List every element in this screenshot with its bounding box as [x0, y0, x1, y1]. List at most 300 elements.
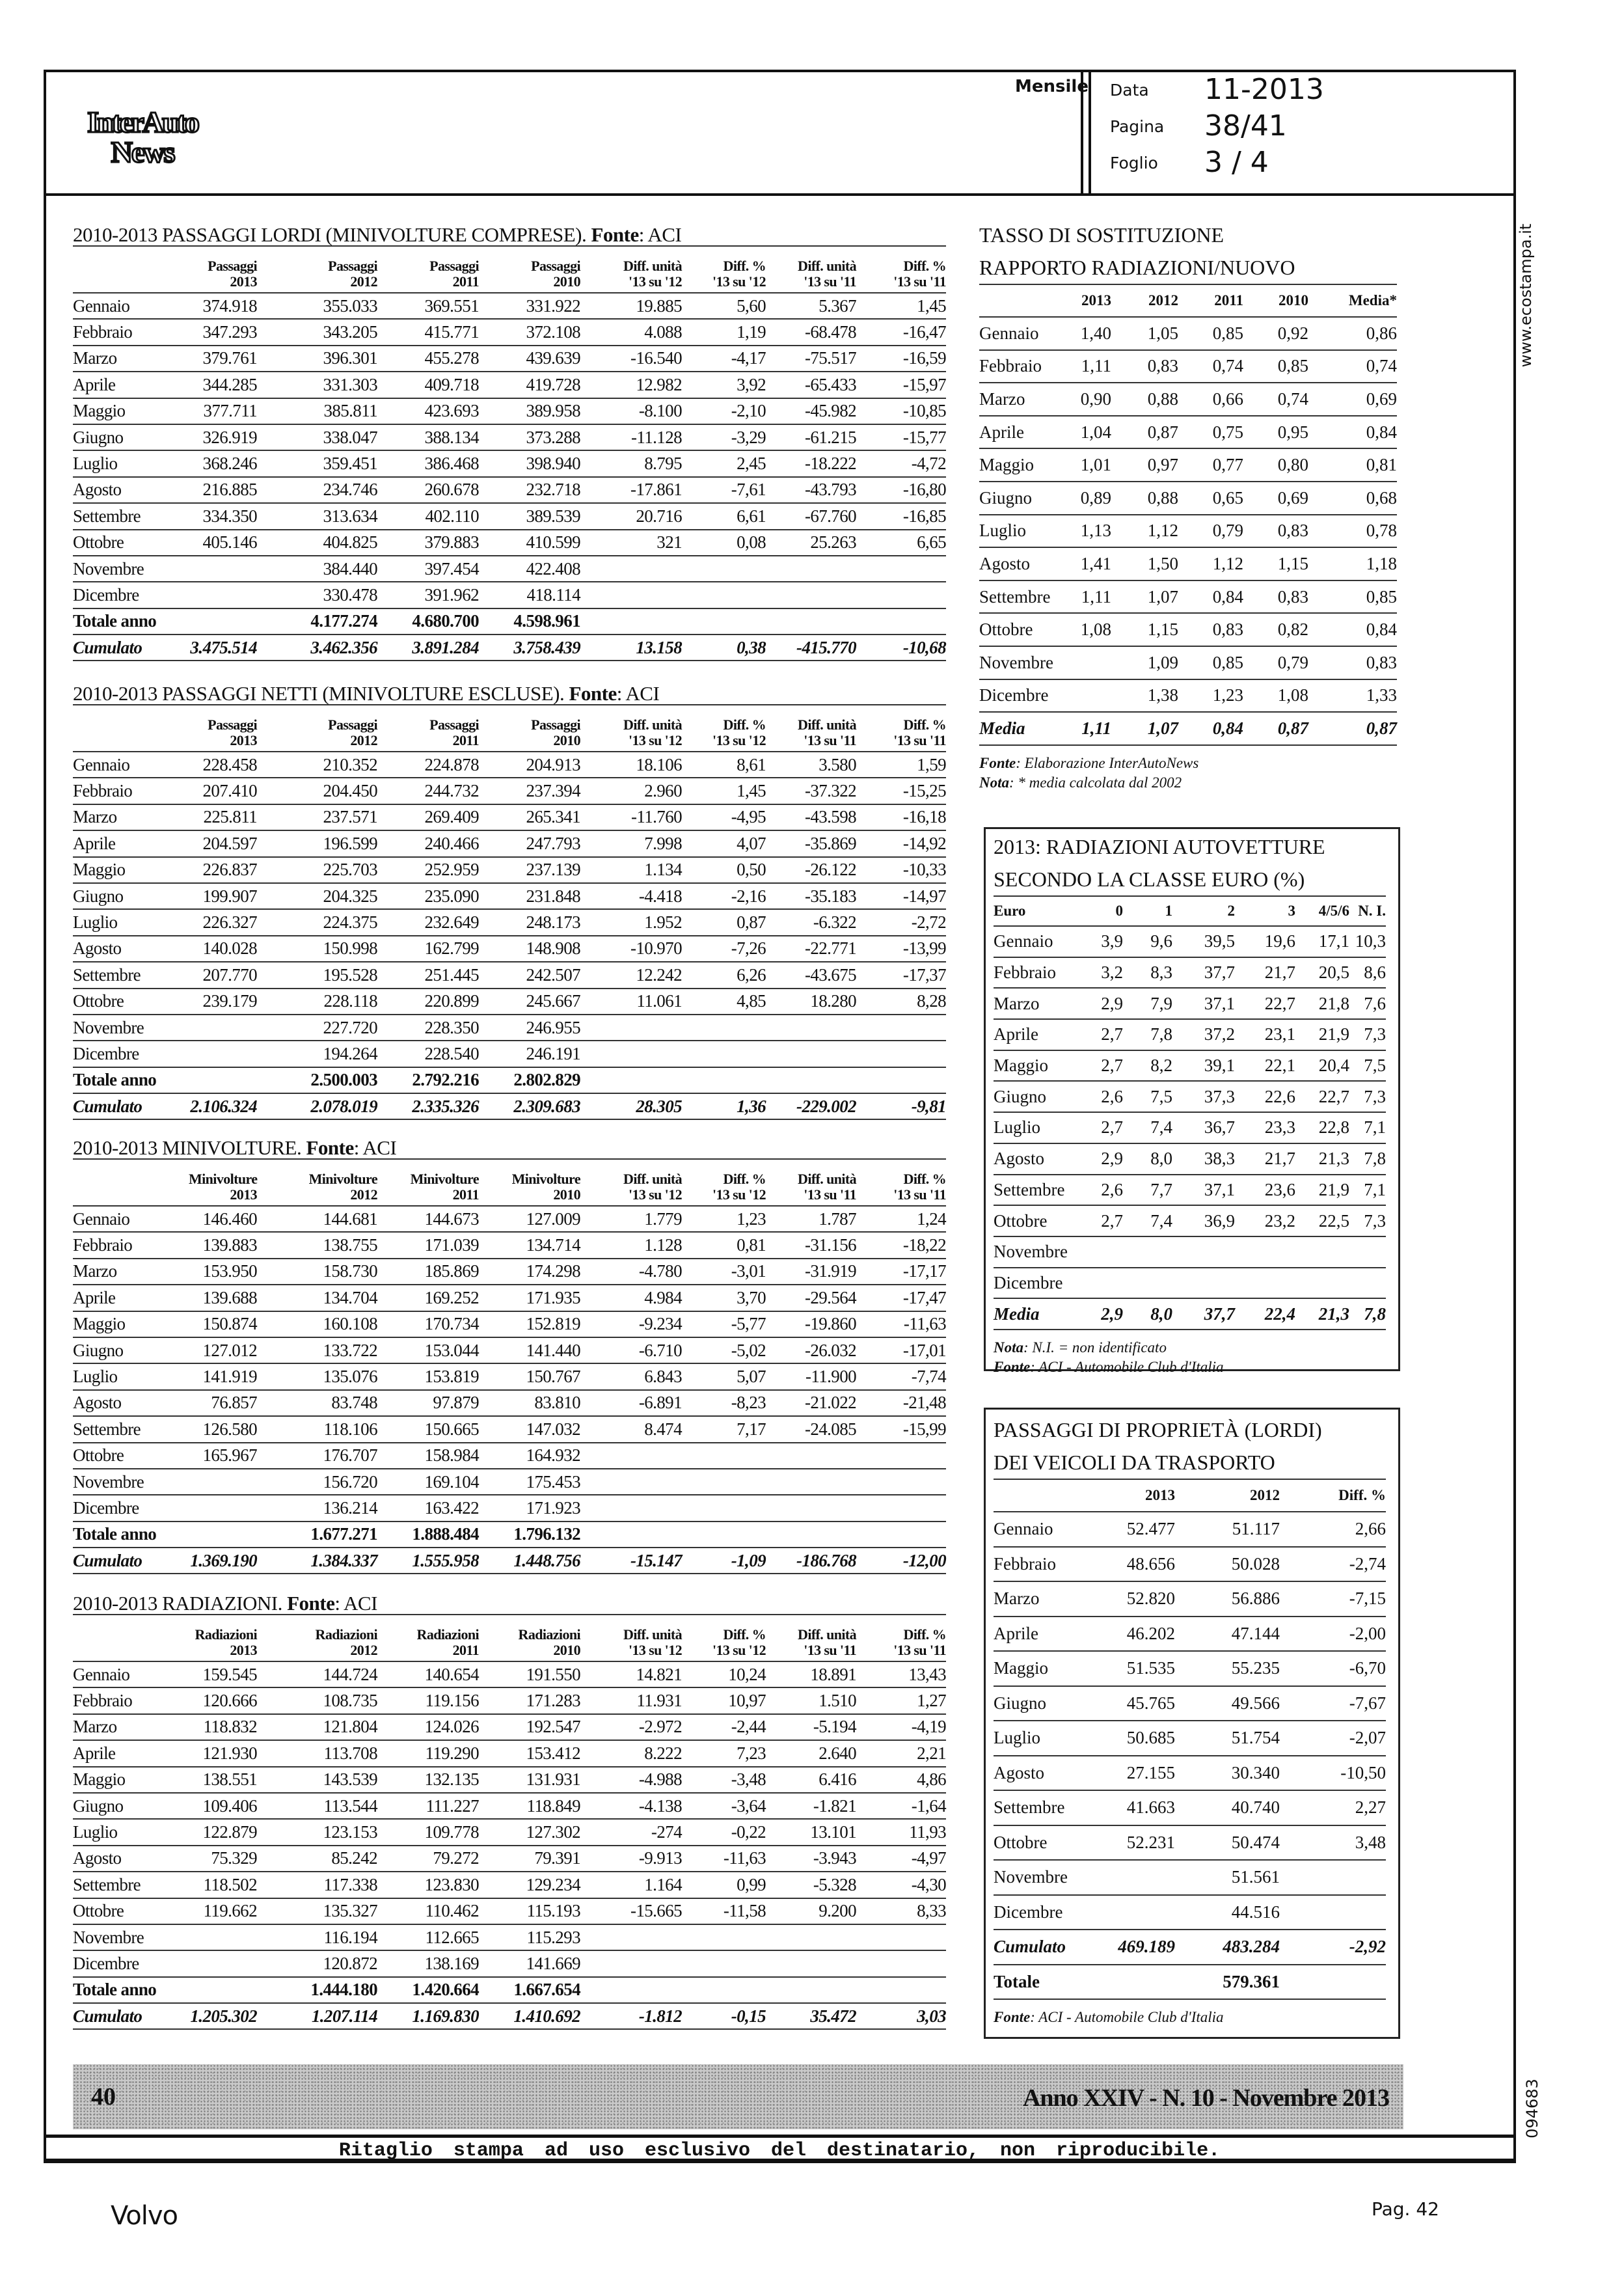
- cell-value: 120.872: [323, 1953, 377, 1973]
- row-label: Luglio: [73, 912, 118, 933]
- table-row: [73, 1846, 946, 1872]
- table-row: [73, 1015, 946, 1041]
- cell-value: -229.002: [796, 1096, 856, 1116]
- column-header: Media*: [1348, 292, 1397, 308]
- cell-value: 1.420.664: [412, 1980, 479, 2000]
- cell-value: 118.849: [526, 1795, 580, 1816]
- cell-value: 8,61: [737, 754, 766, 774]
- cell-value: 227.720: [323, 1017, 377, 1037]
- client-name: Volvo: [111, 2201, 178, 2231]
- cell-value: 147.032: [526, 1419, 580, 1439]
- cell-value: -186.768: [796, 1550, 856, 1570]
- table-row: [73, 1259, 946, 1285]
- table-header: [73, 705, 946, 752]
- column-header-line2: '13 su '12: [628, 732, 682, 748]
- cell-value: 115.293: [526, 1927, 580, 1947]
- cell-value: 139.883: [202, 1235, 257, 1255]
- cell-value: 4.984: [644, 1287, 682, 1307]
- cell-value: 1,08: [1277, 685, 1308, 705]
- cell-value: 1.555.958: [412, 1550, 479, 1570]
- cell-value: 225.811: [203, 807, 257, 827]
- table-row: [73, 320, 946, 346]
- row-label: Cumulato: [73, 1096, 142, 1116]
- cell-value: 6,61: [737, 506, 766, 526]
- cell-value: 2,7: [1101, 1024, 1123, 1044]
- row-label: Novembre: [73, 1017, 144, 1037]
- table-row: [979, 383, 1397, 416]
- cell-value: 4.177.274: [310, 611, 377, 631]
- table-row: [73, 1207, 946, 1233]
- cell-value: 1,45: [737, 781, 766, 801]
- cell-value: 139.688: [202, 1287, 257, 1307]
- cell-value: -17,01: [902, 1340, 946, 1360]
- row-label: Giugno: [73, 1340, 124, 1360]
- row-label: Aprile: [73, 1287, 116, 1307]
- cell-value: 1,15: [1147, 620, 1178, 640]
- cell-value: 0,87: [737, 912, 766, 933]
- cell-value: 6.843: [644, 1367, 682, 1387]
- cell-value: 13.101: [810, 1822, 856, 1842]
- cell-value: 2,9: [1101, 1303, 1123, 1324]
- cell-value: -21.022: [804, 1393, 856, 1413]
- column-header-line1: Diff. unità: [623, 258, 682, 274]
- table-row: [73, 372, 946, 398]
- cell-value: 22,8: [1318, 1117, 1349, 1138]
- cell-value: 0,89: [1080, 487, 1111, 508]
- column-header-line2: '13 su '12: [628, 273, 682, 290]
- table-header: [73, 1160, 946, 1207]
- cell-value: -68.478: [804, 322, 856, 342]
- table-row: [73, 504, 946, 530]
- table-row: [994, 1687, 1386, 1722]
- cell-value: 2,7: [1101, 1117, 1123, 1138]
- cell-value: 0,87: [1147, 422, 1178, 442]
- cell-value: 2.792.216: [412, 1070, 479, 1090]
- cell-value: 252.959: [424, 860, 479, 880]
- column-header: [377, 1627, 479, 1658]
- cell-value: 251.445: [424, 964, 479, 985]
- cell-value: -10,68: [902, 637, 946, 657]
- cell-value: -22.771: [804, 938, 856, 959]
- total-row: [73, 1068, 946, 1094]
- table-title-line1: 2013: RADIAZIONI AUTOVETTURE: [994, 835, 1325, 858]
- cell-value: 0,85: [1212, 323, 1243, 343]
- cell-value: -6.710: [638, 1340, 682, 1360]
- cell-value: -4.418: [638, 886, 682, 906]
- cell-value: 1,01: [1080, 455, 1111, 475]
- row-label: Settembre: [994, 1179, 1065, 1199]
- cell-value: 10,3: [1355, 931, 1386, 951]
- footnote-label: Nota: [979, 774, 1009, 791]
- cell-value: 409.718: [424, 374, 479, 394]
- cell-value: 359.451: [323, 454, 377, 474]
- table-header: [73, 247, 946, 293]
- column-header: [580, 1171, 682, 1203]
- cell-value: 52.231: [1126, 1832, 1175, 1852]
- cell-value: 7,8: [1364, 1149, 1386, 1169]
- table-row: [73, 1741, 946, 1767]
- cell-value: 119.156: [425, 1691, 479, 1711]
- cell-value: -10.970: [630, 938, 682, 959]
- cell-value: 127.009: [526, 1208, 580, 1229]
- cell-value: 0,84: [1366, 620, 1397, 640]
- cell-value: 7,6: [1364, 993, 1386, 1013]
- row-label: Novembre: [979, 652, 1053, 672]
- cell-value: 326.919: [202, 427, 257, 447]
- row-label: Ottobre: [979, 620, 1033, 640]
- row-label: Gennaio: [979, 323, 1039, 343]
- column-header-line1: Diff. %: [723, 1171, 766, 1187]
- cell-value: 129.234: [526, 1874, 580, 1894]
- cell-value: 37,7: [1204, 962, 1235, 983]
- cell-value: -4,30: [911, 1874, 946, 1894]
- cell-value: 2.335.326: [412, 1096, 479, 1116]
- cell-value: 20.716: [636, 506, 682, 526]
- cell-value: -18,22: [902, 1235, 946, 1255]
- cell-value: -8,23: [731, 1393, 766, 1413]
- cell-value: 111.227: [426, 1795, 479, 1816]
- cell-value: 121.930: [202, 1743, 257, 1763]
- cell-value: 7,5: [1364, 1056, 1386, 1076]
- column-header: [682, 1627, 766, 1658]
- cell-value: 313.634: [323, 506, 377, 526]
- column-header: [189, 717, 257, 748]
- cumulative-row: [73, 1094, 946, 1120]
- cell-value: 2,21: [917, 1743, 946, 1763]
- cell-value: -11.900: [805, 1367, 856, 1387]
- cell-value: 7,4: [1150, 1117, 1172, 1138]
- cell-value: 483.284: [1223, 1937, 1280, 1957]
- table-row: [994, 1861, 1386, 1896]
- column-header-line1: Diff. unità: [798, 258, 856, 274]
- cell-value: 23,2: [1264, 1210, 1295, 1231]
- cell-value: 3,2: [1101, 962, 1123, 983]
- cell-value: 0,85: [1366, 586, 1397, 607]
- cell-value: 330.478: [323, 584, 377, 605]
- cell-value: 1.207.114: [311, 2006, 377, 2026]
- cell-value: 185.869: [424, 1261, 479, 1281]
- cell-value: 404.825: [323, 532, 377, 553]
- table-row: [73, 989, 946, 1015]
- cell-value: 2.500.003: [310, 1070, 377, 1090]
- column-header: [257, 258, 377, 290]
- cell-value: -2,92: [1349, 1937, 1386, 1957]
- cell-value: 388.134: [424, 427, 479, 447]
- row-label: Cumulato: [73, 1550, 142, 1570]
- table-row: [73, 752, 946, 778]
- row-label: Aprile: [73, 1743, 116, 1763]
- cell-value: 122.879: [202, 1822, 257, 1842]
- column-header-line2: 2012: [350, 732, 377, 748]
- cell-value: 36,9: [1204, 1210, 1235, 1231]
- cell-value: 1,45: [917, 295, 946, 316]
- column-header: [580, 1627, 682, 1658]
- cell-value: -4.988: [638, 1769, 682, 1790]
- cell-value: 398.940: [526, 454, 580, 474]
- table-row: [994, 1082, 1386, 1113]
- cell-value: 126.580: [202, 1419, 257, 1439]
- cell-value: 4,86: [917, 1769, 946, 1790]
- cell-value: 1,24: [917, 1208, 946, 1229]
- row-label: Gennaio: [73, 754, 130, 774]
- disclaimer-text: Ritaglio stampa ad uso esclusivo del destinatario, non riproducibile.: [338, 2140, 1221, 2162]
- row-label: Aprile: [73, 374, 116, 394]
- cell-value: 10,24: [728, 1664, 766, 1684]
- cell-value: -16,80: [902, 480, 946, 500]
- row-label: Novembre: [73, 1927, 144, 1947]
- row-label: Marzo: [73, 348, 117, 368]
- cell-value: 0,74: [1212, 356, 1243, 376]
- column-header-line2: '13 su '12: [712, 273, 766, 290]
- column-header: 1: [1165, 903, 1172, 919]
- cell-value: 2,27: [1355, 1797, 1386, 1818]
- cell-value: 1,38: [1147, 685, 1178, 705]
- cell-value: 1,11: [1081, 356, 1111, 376]
- cell-value: 30.340: [1231, 1762, 1280, 1782]
- cell-value: 171.923: [526, 1497, 580, 1518]
- column-header-line1: Minivolture: [189, 1171, 258, 1187]
- footnote-label: Fonte: [994, 1358, 1031, 1375]
- cell-value: 1,59: [917, 754, 946, 774]
- cell-value: 2,45: [737, 454, 766, 474]
- cell-value: -3,29: [731, 427, 766, 447]
- cell-value: 21,7: [1264, 962, 1295, 983]
- cell-value: 0,85: [1277, 356, 1308, 376]
- cell-value: 204.597: [202, 833, 257, 853]
- table-row: [994, 1512, 1386, 1548]
- footnote: [979, 755, 1397, 772]
- cell-value: 2.106.324: [190, 1096, 257, 1116]
- cell-value: 1,11: [1081, 718, 1111, 738]
- cell-value: 8.795: [644, 454, 682, 474]
- cell-value: -2,00: [1349, 1623, 1386, 1643]
- archive-code-vertical-text: 094683: [1523, 2079, 1541, 2138]
- table-row: [73, 1338, 946, 1364]
- section-title: [73, 1592, 946, 1615]
- cell-value: -2,72: [911, 912, 946, 933]
- cell-value: 138.551: [202, 1769, 257, 1790]
- cell-value: -7,67: [1349, 1693, 1386, 1713]
- table-row: [979, 351, 1397, 384]
- cell-value: 368.246: [202, 454, 257, 474]
- cell-value: 117.338: [323, 1874, 377, 1894]
- cell-value: 396.301: [323, 348, 377, 368]
- cell-value: 1,23: [1212, 685, 1243, 705]
- cell-value: 455.278: [424, 348, 479, 368]
- cell-value: 41.663: [1126, 1797, 1175, 1818]
- cell-value: 1.677.271: [310, 1524, 377, 1544]
- cell-value: 1.410.692: [513, 2006, 580, 2026]
- cell-value: 7,3: [1364, 1086, 1386, 1106]
- cell-value: 146.460: [202, 1208, 257, 1229]
- table-tasso-sostituzione: [979, 219, 1397, 791]
- row-label: Cumulato: [994, 1937, 1066, 1957]
- cell-value: -6,70: [1349, 1658, 1386, 1678]
- cell-value: 160.108: [323, 1314, 377, 1334]
- cell-value: -3.943: [813, 1848, 856, 1868]
- cell-value: -45.982: [804, 401, 856, 421]
- cell-value: 7,23: [737, 1743, 766, 1763]
- cell-value: 121.804: [323, 1717, 377, 1737]
- cell-value: 131.931: [526, 1769, 580, 1790]
- cumulative-row: [73, 1548, 946, 1574]
- cell-value: 1,07: [1147, 718, 1178, 738]
- column-header-line2: '13 su '11: [893, 273, 946, 290]
- table-row: [994, 1206, 1386, 1237]
- table-row: [994, 1113, 1386, 1144]
- cell-value: -8.100: [638, 401, 682, 421]
- cell-value: 6,65: [917, 532, 946, 553]
- cell-value: 3,48: [1355, 1832, 1386, 1852]
- total-row: [73, 609, 946, 635]
- cell-value: 0,83: [1277, 586, 1308, 607]
- table-row: [994, 1791, 1386, 1826]
- column-header-line1: Diff. unità: [623, 1171, 682, 1187]
- table-row: [73, 1041, 946, 1067]
- cell-value: 39,1: [1204, 1056, 1235, 1076]
- cell-value: 153.819: [424, 1367, 479, 1387]
- cell-value: 265.341: [526, 807, 580, 827]
- footnote-label: Nota: [994, 1339, 1023, 1356]
- cell-value: 1,07: [1147, 586, 1178, 607]
- cell-value: 338.047: [323, 427, 377, 447]
- cell-value: 115.193: [526, 1901, 580, 1921]
- cell-value: -7,74: [911, 1367, 946, 1387]
- cell-value: 260.678: [424, 480, 479, 500]
- cell-value: 148.908: [526, 938, 580, 959]
- table-row: [73, 910, 946, 936]
- cell-value: -6.322: [813, 912, 856, 933]
- cell-value: 7,5: [1150, 1086, 1172, 1106]
- cell-value: 3.758.439: [513, 637, 580, 657]
- cell-value: 204.913: [526, 754, 580, 774]
- cell-value: 124.026: [424, 1717, 479, 1737]
- cell-value: -5,02: [731, 1340, 766, 1360]
- cell-value: -43.675: [804, 964, 856, 985]
- cell-value: 0,78: [1366, 521, 1397, 541]
- table-row: [994, 1721, 1386, 1756]
- archive-page-number: Pag. 42: [1372, 2198, 1439, 2220]
- row-label: Luglio: [994, 1117, 1040, 1138]
- cell-value: 158.730: [323, 1261, 377, 1281]
- section-title: [73, 1136, 946, 1160]
- row-label: Novembre: [994, 1867, 1068, 1887]
- column-header-line2: 2012: [350, 1642, 377, 1658]
- column-header-line1: Passaggi: [208, 716, 257, 733]
- cell-value: 3.891.284: [412, 637, 479, 657]
- cell-value: 143.539: [323, 1769, 377, 1790]
- column-header-line2: '13 su '11: [893, 1186, 946, 1203]
- cell-value: 1,13: [1080, 521, 1111, 541]
- cell-value: -10,85: [902, 401, 946, 421]
- cell-value: 2.960: [644, 781, 682, 801]
- cell-value: -14,97: [902, 886, 946, 906]
- row-label: Settembre: [73, 506, 141, 526]
- cell-value: 0,66: [1212, 389, 1243, 409]
- cell-value: -43.598: [804, 807, 856, 827]
- table-row: [73, 1872, 946, 1898]
- table-row: [73, 884, 946, 910]
- cell-value: 226.837: [202, 860, 257, 880]
- cell-value: 8,2: [1150, 1056, 1172, 1076]
- cell-value: 176.707: [323, 1445, 377, 1466]
- cell-value: 1,23: [737, 1208, 766, 1229]
- cell-value: 0,74: [1366, 356, 1397, 376]
- cell-value: 19,6: [1264, 931, 1295, 951]
- column-header-line2: 2010: [553, 273, 580, 290]
- row-label: Totale anno: [73, 1980, 157, 2000]
- cell-value: 48.656: [1126, 1553, 1175, 1574]
- row-label: Marzo: [994, 1589, 1040, 1609]
- cell-value: 50.028: [1231, 1553, 1280, 1574]
- cell-value: 239.179: [202, 991, 257, 1011]
- cell-value: 195.528: [323, 964, 377, 985]
- cell-value: -15,25: [902, 781, 946, 801]
- cell-value: 13.158: [636, 637, 682, 657]
- cell-value: 1,04: [1080, 422, 1111, 442]
- cell-value: 40.740: [1231, 1797, 1280, 1818]
- cell-value: -37.322: [804, 781, 856, 801]
- cell-value: 135.327: [323, 1901, 377, 1921]
- cell-value: -4.780: [638, 1261, 682, 1281]
- cell-value: 0,92: [1277, 323, 1308, 343]
- table-row: [73, 293, 946, 320]
- cell-value: 234.746: [323, 480, 377, 500]
- cell-value: 141.669: [526, 1953, 580, 1973]
- cell-value: 85.242: [331, 1848, 377, 1868]
- cell-value: 385.811: [323, 401, 377, 421]
- cell-value: 165.967: [202, 1445, 257, 1466]
- column-header-line2: '13 su '12: [712, 732, 766, 748]
- cell-value: 144.681: [323, 1208, 377, 1229]
- column-header: 2011: [1214, 292, 1243, 308]
- cell-value: 374.918: [202, 295, 257, 316]
- row-label: Febbraio: [994, 962, 1056, 983]
- table-row: [73, 936, 946, 962]
- cell-value: 44.516: [1231, 1902, 1280, 1922]
- cell-value: 1.164: [644, 1874, 682, 1894]
- table-row: [994, 989, 1386, 1020]
- cell-value: 51.561: [1231, 1867, 1280, 1887]
- cell-value: 0,87: [1277, 718, 1308, 738]
- average-row: [994, 1299, 1386, 1330]
- cell-value: 133.722: [323, 1340, 377, 1360]
- divider: [1089, 70, 1091, 196]
- divider: [44, 2135, 1516, 2138]
- column-header: [856, 1171, 946, 1203]
- cell-value: -35.183: [804, 886, 856, 906]
- row-label: Maggio: [73, 860, 126, 880]
- cell-value: 343.205: [323, 322, 377, 342]
- column-header: [479, 1627, 580, 1658]
- row-label: Dicembre: [994, 1902, 1063, 1922]
- cell-value: 136.214: [323, 1497, 377, 1518]
- column-header-line2: 2010: [553, 1642, 580, 1658]
- cell-value: 7,1: [1364, 1117, 1386, 1138]
- cell-value: -2,74: [1349, 1553, 1386, 1574]
- row-label: Luglio: [73, 1367, 118, 1387]
- cell-value: 0,84: [1366, 422, 1397, 442]
- cell-value: 226.327: [202, 912, 257, 933]
- cell-value: 0,97: [1147, 455, 1178, 475]
- cell-value: 379.761: [202, 348, 257, 368]
- column-header-line2: '13 su '12: [628, 1642, 682, 1658]
- cell-value: 109.406: [202, 1795, 257, 1816]
- row-label: Ottobre: [73, 1445, 124, 1466]
- column-header: [257, 1627, 377, 1658]
- cumulative-row: [73, 635, 946, 661]
- cell-value: 0,86: [1366, 323, 1397, 343]
